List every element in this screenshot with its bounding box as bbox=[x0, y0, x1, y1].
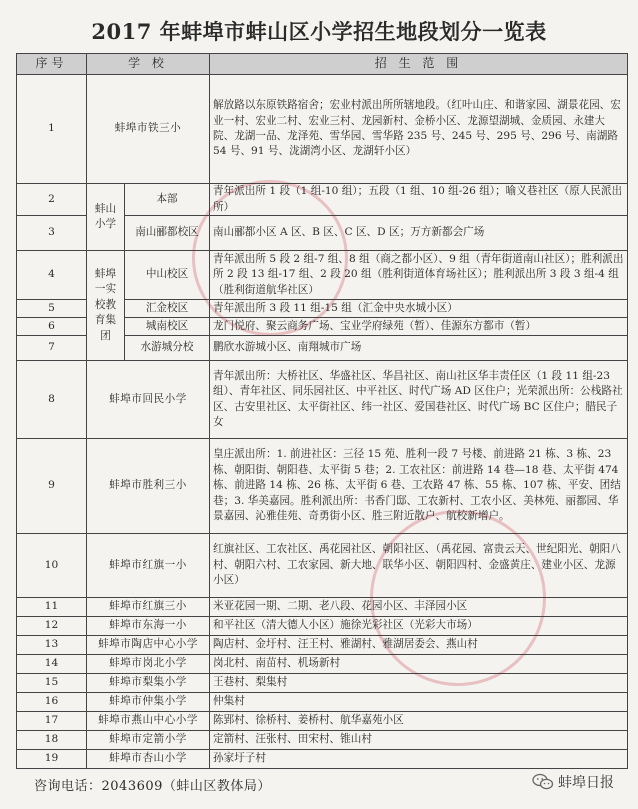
row-campus: 城南校区 bbox=[125, 318, 210, 336]
row-num: 1 bbox=[17, 75, 87, 184]
row-range: 红旗社区、工农社区、禹花园社区、朝阳社区、（禹花园、富贵云天、世纪阳光、朝阳八村、朝阳六村、工农家园、新大地、联华小区、朝阳四村、金盛黄庄、建业小区、龙源小区） bbox=[210, 534, 628, 598]
row-range: 王巷村、梨集村 bbox=[210, 674, 628, 693]
row-num: 2 bbox=[17, 184, 87, 216]
row-range: 陈郢村、徐桥村、姜桥村、航华嘉苑小区 bbox=[210, 712, 628, 731]
row-range: 南山郦都小区 A 区、B 区、C 区、D 区；万方新都会广场 bbox=[210, 216, 628, 251]
row-range: 岗北村、南苗村、机场新村 bbox=[210, 655, 628, 674]
table-row bbox=[17, 655, 628, 674]
row-school: 蚌埠市胜利三小 bbox=[87, 439, 210, 534]
row-campus: 南山郦都校区 bbox=[125, 216, 210, 251]
row-num: 4 bbox=[17, 251, 87, 300]
row-range: 鹏欣水游城小区、南翔城市广场 bbox=[210, 336, 628, 361]
brand-name: 蚌埠日报 bbox=[558, 775, 614, 791]
row-num: 10 bbox=[17, 534, 87, 598]
brand-watermark bbox=[532, 772, 614, 792]
row-school: 蚌埠市红旗三小 bbox=[87, 598, 210, 617]
row-range: 青年派出所 1 段（1 组-10 组）；五段（1 组、10 组-26 组）；喻义巷社区（原人民派出所） bbox=[210, 184, 628, 216]
row-range: 青年派出所：大桥社区、华盛社区、华昌社区、南山社区华丰责任区（1 段 11 组-23 组）、青年社区、同乐园社区、中平社区、时代广场 AD 区住户；光荣派出所：公栈路社区、古安里社区、太平街社区、纬一社区、爱国巷社区、时代广场 BC 区住户；腊民子女 bbox=[210, 361, 628, 439]
group-label: 蚌埠一实校教育集团 bbox=[87, 251, 125, 361]
row-range: 仲集村 bbox=[210, 693, 628, 712]
header-range: 招 生 范 围 bbox=[210, 54, 628, 75]
header-school: 学 校 bbox=[87, 54, 210, 75]
row-campus: 中山校区 bbox=[125, 251, 210, 300]
table-row bbox=[17, 598, 628, 617]
row-school: 蚌埠市东海一小 bbox=[87, 617, 210, 636]
row-school: 蚌埠市杏山小学 bbox=[87, 750, 210, 769]
row-range: 龙门悦府、聚云商务广场、宝业学府绿苑（暂）、佳源东方都市（暂） bbox=[210, 318, 628, 336]
table-row bbox=[17, 731, 628, 750]
header-num: 序号 bbox=[17, 54, 87, 75]
table-row bbox=[17, 184, 628, 216]
table-row bbox=[17, 251, 628, 300]
row-num: 13 bbox=[17, 636, 87, 655]
row-school: 蚌埠市红旗一小 bbox=[87, 534, 210, 598]
row-range: 解放路以东原铁路宿舍；宏业村派出所所辖地段。（红叶山庄、和谐家园、湖景花园、宏业一村、宏业二村、宏业三村、龙园新村、金桥小区、龙源望湖城、金质园、永建大院、龙湖一品、龙泽苑、雪华园、雪华路 235 号、245 号、295 号、296 号、南湖路 54 号、91 号、泷湖湾小区、龙湖轩小区） bbox=[210, 75, 628, 184]
row-num: 15 bbox=[17, 674, 87, 693]
row-range: 皇庄派出所：1. 前进社区：三径 15 苑、胜利一段 7 号楼、前进路 21 栋、3 栋、23 栋、朝阳街、朝阳巷、太平街 5 巷；2. 工农社区：前进路 14 巷—18 巷、太平街 474 栋、前进路 14 栋、26 栋、太平街 6 巷、工农路 47 栋、55 栋、107 栋、平安、团结巷；3. 华美嘉园。胜利派出所：书香门邸、工农新村、工农小区、美林苑、丽都园、华景嘉园、沁雅佳苑、奇勇街小区、胜三附近散户、航校新增户。 bbox=[210, 439, 628, 534]
row-school: 蚌埠市梨集小学 bbox=[87, 674, 210, 693]
row-school: 蚌埠市定箭小学 bbox=[87, 731, 210, 750]
row-num: 11 bbox=[17, 598, 87, 617]
row-num: 7 bbox=[17, 336, 87, 361]
row-num: 6 bbox=[17, 318, 87, 336]
table-row bbox=[17, 712, 628, 731]
table-row bbox=[17, 693, 628, 712]
row-num: 3 bbox=[17, 216, 87, 251]
wechat-icon bbox=[532, 773, 554, 791]
table-row bbox=[17, 439, 628, 534]
row-school: 蚌埠市仲集小学 bbox=[87, 693, 210, 712]
row-num: 12 bbox=[17, 617, 87, 636]
row-num: 14 bbox=[17, 655, 87, 674]
table-row bbox=[17, 361, 628, 439]
row-school: 蚌埠市铁三小 bbox=[87, 75, 210, 184]
row-campus: 水游城分校 bbox=[125, 336, 210, 361]
row-school: 蚌埠市回民小学 bbox=[87, 361, 210, 439]
page-title: 2017 年蚌埠市蚌山区小学招生地段划分一览表 bbox=[91, 19, 547, 44]
row-range: 青年派出所 5 段 2 组-7 组、8 组（商之都小区）、9 组（青年街道南山社区）；胜利派出所 2 段 13 组-17 组、2 段 20 组（胜利街道体育场社区）；胜利派出所 3 段 3 组-4 组（胜利街道航华社区） bbox=[210, 251, 628, 300]
row-num: 9 bbox=[17, 439, 87, 534]
table-row bbox=[17, 636, 628, 655]
row-num: 17 bbox=[17, 712, 87, 731]
row-num: 18 bbox=[17, 731, 87, 750]
row-school: 蚌埠市陶店中心小学 bbox=[87, 636, 210, 655]
row-num: 19 bbox=[17, 750, 87, 769]
row-range: 陶店村、金圩村、汪王村、雅湖村、雅湖居委会、燕山村 bbox=[210, 636, 628, 655]
row-school: 蚌埠市岗北小学 bbox=[87, 655, 210, 674]
row-campus: 本部 bbox=[125, 184, 210, 216]
table-header-row bbox=[17, 54, 628, 75]
row-campus: 汇金校区 bbox=[125, 300, 210, 318]
row-range: 青年派出所 3 段 11 组-15 组（汇金中央水城小区） bbox=[210, 300, 628, 318]
table-row bbox=[17, 674, 628, 693]
row-num: 8 bbox=[17, 361, 87, 439]
table-row bbox=[17, 617, 628, 636]
row-num: 16 bbox=[17, 693, 87, 712]
group-label: 蚌山小学 bbox=[87, 184, 125, 251]
table-row bbox=[17, 750, 628, 769]
enrollment-table bbox=[16, 53, 628, 769]
row-range: 定箭村、汪张村、田宋村、锥山村 bbox=[210, 731, 628, 750]
table-row bbox=[17, 534, 628, 598]
row-range: 米亚花园一期、二期、老八段、花园小区、丰泽园小区 bbox=[210, 598, 628, 617]
row-range: 和平社区（清大德人小区）施徐光彩社区（光彩大市场） bbox=[210, 617, 628, 636]
row-school: 蚌埠市燕山中心小学 bbox=[87, 712, 210, 731]
table-row bbox=[17, 75, 628, 184]
row-range: 孙家圩子村 bbox=[210, 750, 628, 769]
row-num: 5 bbox=[17, 300, 87, 318]
consult-phone: 咨询电话：2043609（蚌山区教体局） bbox=[34, 779, 271, 794]
